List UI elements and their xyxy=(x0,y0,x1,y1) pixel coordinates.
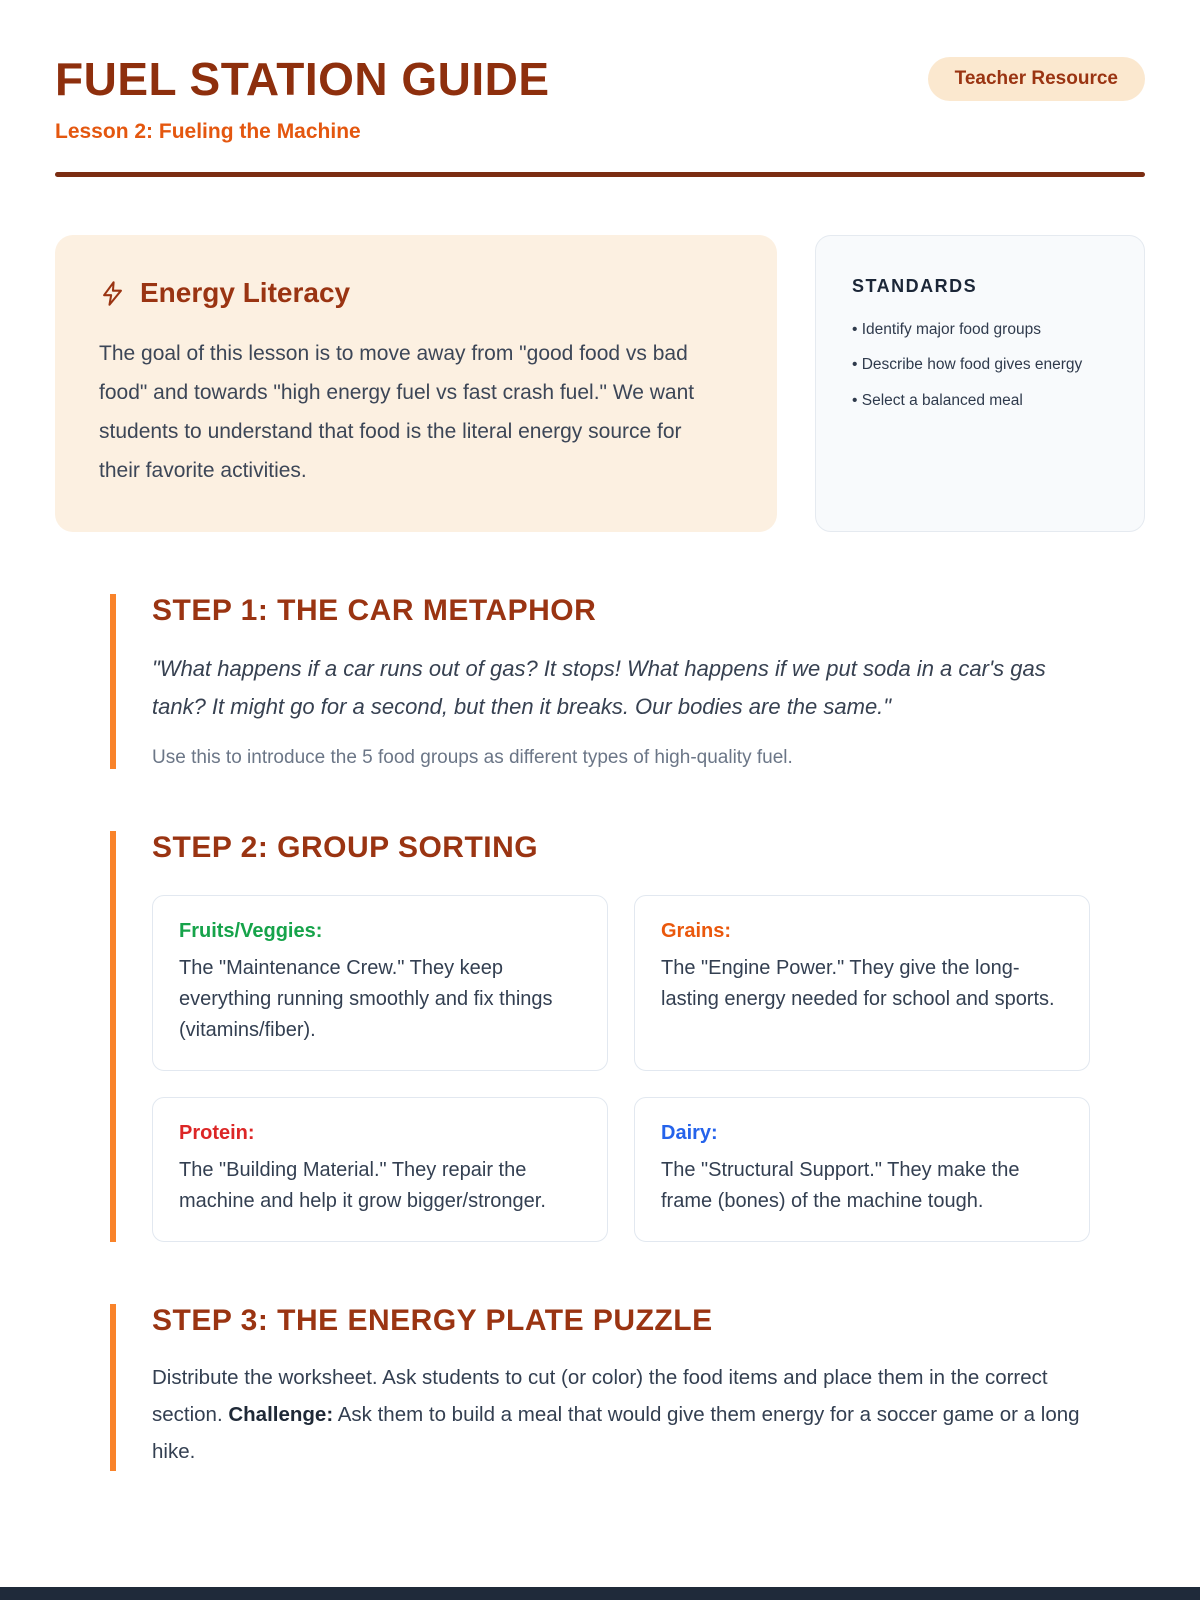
step-1-title: STEP 1: THE CAR METAPHOR xyxy=(152,594,597,628)
standards-item: • Select a balanced meal xyxy=(852,390,1108,412)
step-3-challenge-label: Challenge: xyxy=(228,1403,334,1427)
standards-title: STANDARDS xyxy=(852,276,978,296)
step-3-body-part-1: Distribute the worksheet. Ask students to cut (or color) the food items and place them in the correct section. xyxy=(152,1366,1048,1427)
step-3-body xyxy=(152,1360,1090,1471)
step-3-body-part-2: Ask them to build a meal that would give them energy for a soccer game or a long hike. xyxy=(152,1403,1080,1463)
food-group-label: Dairy: xyxy=(661,1122,718,1145)
header-row xyxy=(55,52,1145,106)
teacher-resource-badge: Teacher Resource xyxy=(928,57,1145,101)
food-group-text: The "Structural Support." They make the frame (bones) of the machine tough. xyxy=(661,1159,1020,1213)
standards-card xyxy=(815,235,1145,532)
food-group-label: Fruits/Veggies: xyxy=(179,920,323,943)
food-group-card-protein xyxy=(152,1097,608,1242)
step-2-title: STEP 2: GROUP SORTING xyxy=(152,831,539,865)
step-1-quote: "What happens if a car runs out of gas? It stops! What happens if we put soda in a car's gas tank? It might go for a second, but then it breaks. Our bodies are the same." xyxy=(152,656,1046,719)
food-group-text: The "Building Material." They repair the machine and help it grow bigger/stronger. xyxy=(179,1159,546,1213)
step-2-section xyxy=(110,831,1090,1242)
step-1-note: Use this to introduce the 5 food groups as different types of high-quality fuel. xyxy=(152,747,793,769)
energy-literacy-body: The goal of this lesson is to move away from "good food vs bad food" and towards "high energy fuel vs fast crash fuel." We want students to understand that food is the literal energy source for their favorite activities. xyxy=(99,342,695,482)
standards-list xyxy=(852,319,1108,412)
step-1-section xyxy=(110,594,1090,769)
food-group-card-fruits-veggies xyxy=(152,895,608,1071)
energy-literacy-title xyxy=(99,277,733,309)
food-group-label: Protein: xyxy=(179,1122,255,1145)
standards-item: • Identify major food groups xyxy=(852,319,1108,341)
food-group-card-grains xyxy=(634,895,1090,1071)
page-title: FUEL STATION GUIDE xyxy=(55,53,550,105)
step-3-title: STEP 3: THE ENERGY PLATE PUZZLE xyxy=(152,1304,713,1338)
food-group-text: The "Engine Power." They give the long-lasting energy needed for school and sports. xyxy=(661,957,1055,1011)
food-group-grid xyxy=(152,895,1090,1242)
food-group-label: Grains: xyxy=(661,920,732,943)
lightning-icon xyxy=(99,280,126,307)
food-group-text: The "Maintenance Crew." They keep everything running smoothly and fix things (vitamins/fiber). xyxy=(179,957,553,1042)
food-group-card-dairy xyxy=(634,1097,1090,1242)
energy-literacy-title-text: Energy Literacy xyxy=(140,277,351,308)
step-3-section xyxy=(110,1304,1090,1471)
footer-bar xyxy=(0,1587,1200,1600)
energy-literacy-card xyxy=(55,235,777,532)
header xyxy=(55,52,1145,177)
header-divider xyxy=(55,172,1145,177)
overview-row xyxy=(55,235,1145,532)
standards-item: • Describe how food gives energy xyxy=(852,354,1108,376)
page-subtitle: Lesson 2: Fueling the Machine xyxy=(55,120,361,143)
